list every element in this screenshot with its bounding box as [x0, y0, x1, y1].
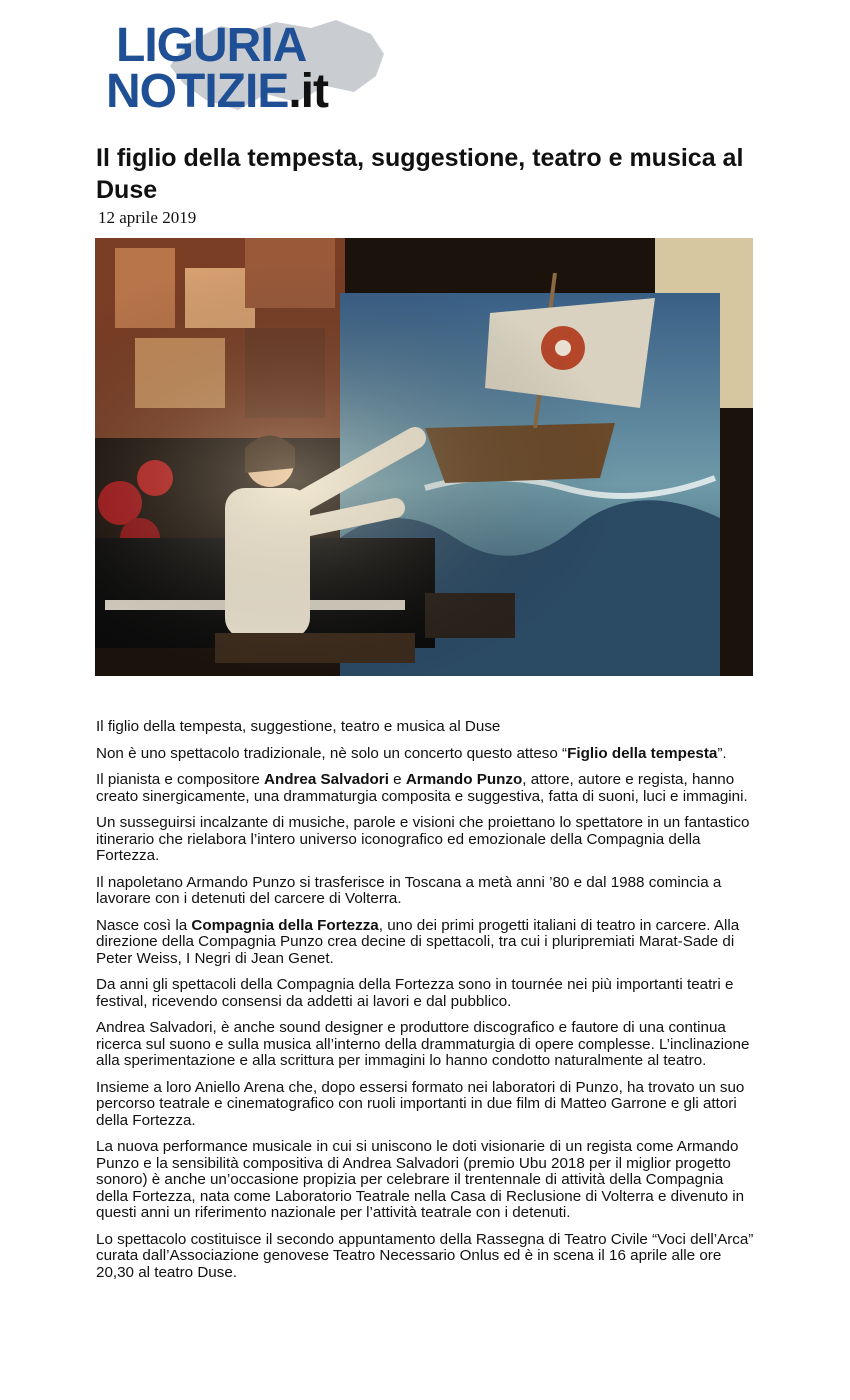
article-paragraph	[96, 1020, 756, 1070]
article-paragraph	[96, 1232, 756, 1282]
site-logo[interactable]	[98, 8, 413, 118]
article-paragraph	[96, 719, 756, 736]
article-body	[96, 719, 756, 1291]
paragraph-text: Lo spettacolo costituisce il secondo appuntamento della Rassegna di Teatro Civile “Voci dell’Arca” curata dall’Associazione genovese Teatro Necessario Onlus ed è in scena il 16 aprile alle ore 20,30 al teatro Duse.	[96, 1230, 754, 1281]
paragraph-text: Non è uno spettacolo tradizionale, nè solo un concerto questo atteso “	[96, 744, 568, 762]
article-paragraph	[96, 815, 756, 865]
logo-line-liguria: LIGURIA	[116, 19, 307, 72]
bold-text: Andrea Salvadori	[264, 771, 389, 788]
article-paragraph	[96, 746, 756, 763]
paragraph-text: Il napoletano Armando Punzo si trasferisce in Toscana a metà anni ’80 e dal 1988 comincia a lavorare con i detenuti del carcere di Volterra.	[96, 873, 722, 907]
paragraph-text: Insieme a loro Aniello Arena che, dopo essersi formato nei laboratori di Punzo, ha trovato un suo percorso teatrale e cinematografico con ruoli importanti in due film di Matteo Garrone e gli attori della Fortezza.	[96, 1078, 745, 1129]
paragraph-text: Nasce così la	[96, 916, 192, 934]
paragraph-text: Da anni gli spettacoli della Compagnia della Fortezza sono in tournée nei più importanti teatri e festival, ricevendo consensi da addetti ai lavori e dal pubblico.	[96, 976, 734, 1010]
logo-line-notizie: NOTIZIE.it	[106, 65, 328, 118]
bold-text: Figlio della tempesta	[567, 744, 718, 762]
article-title: Il figlio della tempesta, suggestione, teatro e musica al Duse	[96, 144, 744, 204]
article-paragraph	[96, 918, 756, 968]
article-paragraph	[96, 772, 756, 805]
bold-text: Compagnia della Fortezza	[191, 916, 379, 934]
article-paragraph	[96, 977, 756, 1010]
paragraph-text: La nuova performance musicale in cui si uniscono le doti visionarie di un regista come Armando Punzo e la sensibilità compositiva di Andrea Salvadori (premio Ubu 2018 per il miglior progetto sonoro) è anche un’occasione propizia per celebrare il trentennale di attività della Compagnia della Fortezza, nata come Laboratorio Teatrale nella Casa di Reclusione di Volterra e divenuto in questi anni un riferimento nazionale per l’attività teatrale con i detenuti.	[96, 1138, 745, 1221]
paragraph-text: e	[388, 771, 406, 788]
paragraph-text: Andrea Salvadori, è anche sound designer e produttore discografico e fautore di una continua ricerca sul suono e sulla musica all’interno della drammaturgia di opere complesse. L’inclinazione alla sperimentazione e alla scrittura per immagini lo hanno condotto naturalmente al teatro.	[96, 1019, 750, 1069]
article-paragraph	[96, 1080, 756, 1130]
paragraph-text: Il figlio della tempesta, suggestione, teatro e musica al Duse	[96, 718, 501, 735]
article-paragraph	[96, 1139, 756, 1222]
paragraph-text: Il pianista e compositore	[96, 771, 264, 788]
article-date: 12 aprile 2019	[98, 208, 197, 227]
paragraph-text: , attore, autore e regista, hanno creato sinergicamente, una drammaturgia composita e suggestiva, fatta di suoni, luci e immagini.	[96, 771, 748, 805]
article-paragraph	[96, 875, 756, 908]
paragraph-text: Un susseguirsi incalzante di musiche, parole e visioni che proiettano lo spettatore in un fantastico itinerario che rielabora l’intero universo iconografico ed emozionale della Compagnia della Fortezza.	[96, 814, 750, 864]
paragraph-text: ”.	[717, 744, 727, 762]
paragraph-text: , uno dei primi progetti italiani di teatro in carcere. Alla direzione della Compagnia Punzo crea decine di spettacoli, tra cui i pluripremiati Marat-Sade di Peter Weiss, I Negri di Jean Genet.	[96, 916, 740, 967]
article-photo	[95, 238, 753, 676]
bold-text: Armando Punzo	[405, 771, 523, 788]
logo-tld: .it	[288, 65, 328, 118]
